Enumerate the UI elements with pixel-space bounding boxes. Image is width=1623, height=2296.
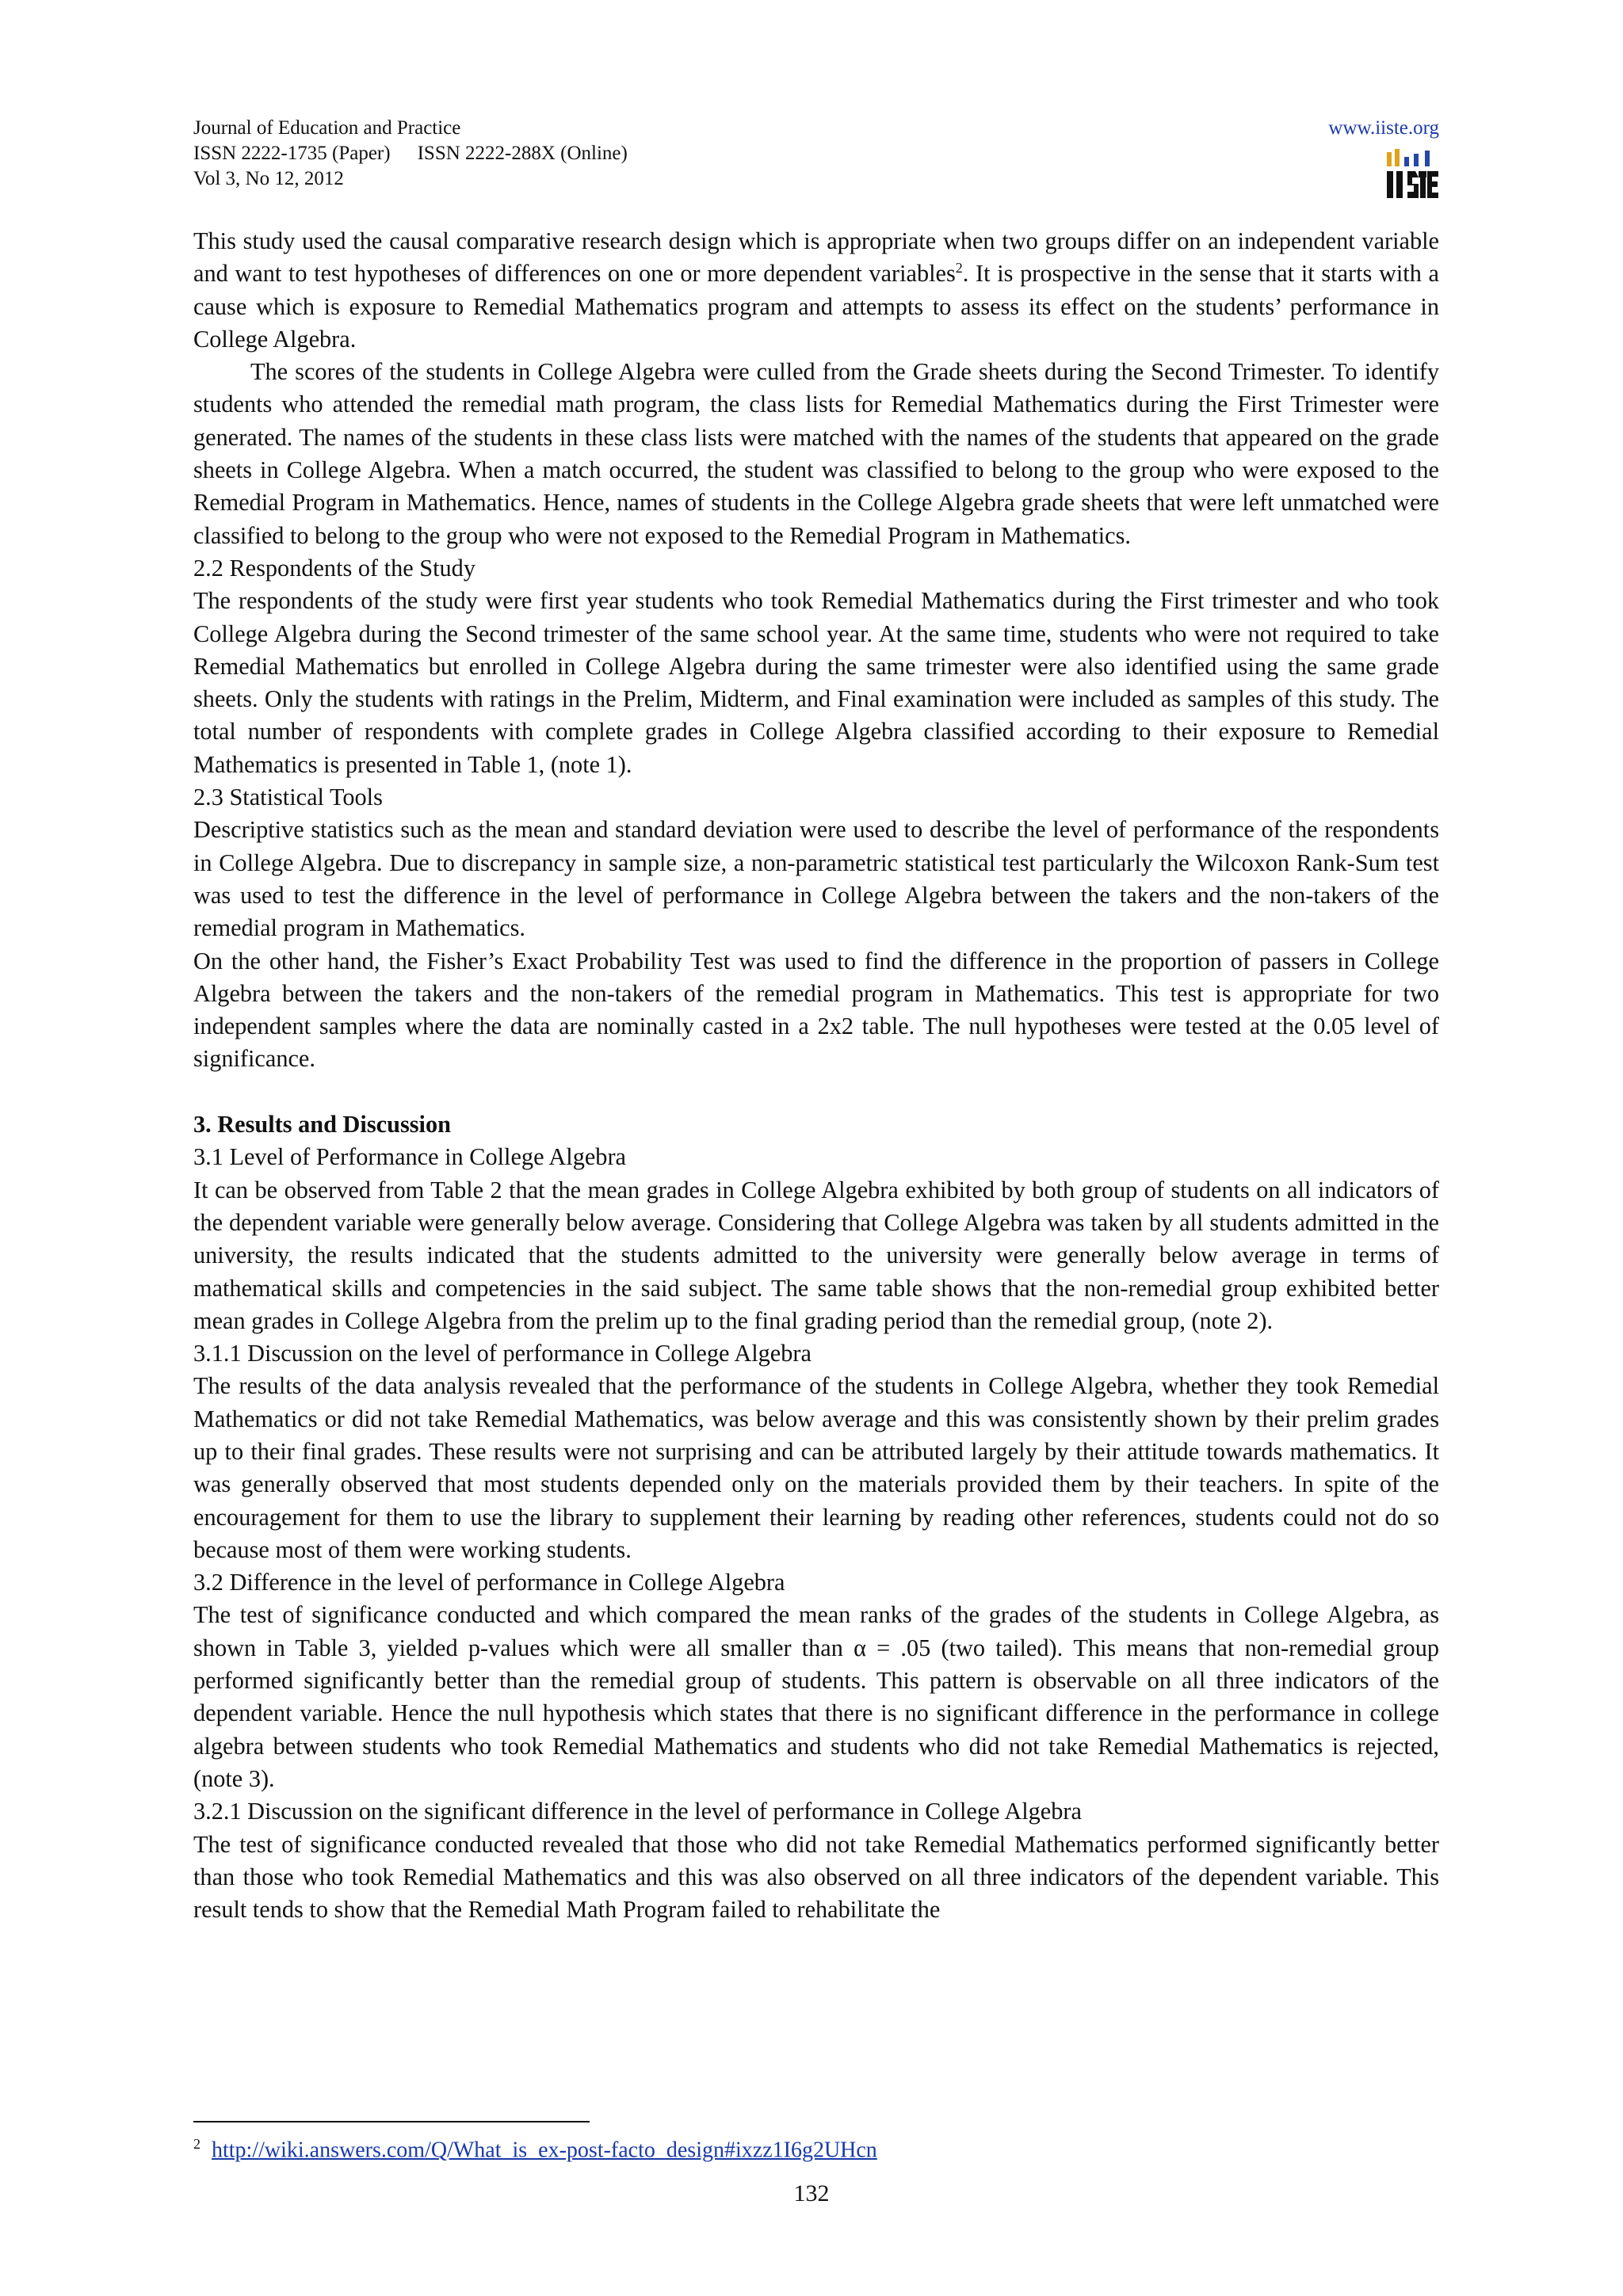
section-heading-2-2: 2.2 Respondents of the Study [193, 554, 475, 582]
footnote-ref[interactable]: 2 [955, 260, 963, 277]
section-heading-3-1: 3.1 Level of Performance in College Algebra [193, 1143, 626, 1171]
spacer [193, 1076, 1439, 1108]
website-link[interactable]: www.iiste.org [1328, 117, 1439, 139]
paragraph-fisher-test: On the other hand, the Fisher’s Exact Probability Test was used to find the difference in the proportion of passers in College Algebra between the takers and the non-takers of the remedial program in Mathematics. This test is appropriate for two independent samples where the data are nominally casted in a 2x2 table. The null hypotheses were tested at the 0.05 level of significance. [193, 947, 1439, 1073]
paragraph-discussion-level: The results of the data analysis revealed that the performance of the students in College Algebra, whether they took Remedial Mathematics or did not take Remedial Mathematics, was below average and this was consistently shown by their prelim grades up to their final grades. These results were not surprising and can be attributed largely by their attitude towards mathematics. It was generally observed that most students depended only on the materials provided them by their teachers. In spite of the encouragement for them to use the library to supplement their learning by reading other references, students could not do so because most of them were working students. [193, 1372, 1439, 1563]
issn-online: ISSN 2222-288X (Online) [417, 143, 628, 164]
volume-info: Vol 3, No 12, 2012 [193, 168, 344, 189]
header-line-1 [193, 116, 1439, 141]
paragraph-respondents: The respondents of the study were first year students who took Remedial Mathematics during the First trimester and who took College Algebra during the Second trimester of the same school year. At the same time, students who were not required to take Remedial Mathematics but enrolled in College Algebra during the same trimester were also identified using the same grade sheets. Only the students with ratings in the Prelim, Midterm, and Final examination were included as samples of this study. The total number of respondents with complete grades in College Algebra classified according to their exposure to Remedial Mathematics is presented in Table 1, (note 1). [193, 587, 1439, 778]
paragraph-research-design: This study used the causal comparative research design which is appropriate when two groups differ on an independent variable and want to test hypotheses of differences on one or more dependent variables$^2$. It is prospective in the sense that it starts with a cause which is exposure to Remedial Mathematics program and attempts to assess its effect on the students’ performance in College Algebra. [193, 227, 1439, 353]
page-header [193, 116, 1439, 192]
iiste-logo-icon [1384, 146, 1439, 201]
issn-print: ISSN 2222-1735 (Paper) [193, 143, 391, 164]
paragraph-descriptive-stats: Descriptive statistics such as the mean and standard deviation were used to describe the level of performance of the respondents in College Algebra. Due to discrepancy in sample size, a non-parametric statistical test particularly the Wilcoxon Rank-Sum test was used to test the difference in the level of performance in College Algebra between the takers and the non-takers of the remedial program in Mathematics. [193, 816, 1439, 942]
section-heading-2-3: 2.3 Statistical Tools [193, 784, 383, 811]
section-heading-3: 3. Results and Discussion [193, 1111, 451, 1138]
footnote-divider [193, 2121, 590, 2122]
footnote [193, 2130, 877, 2164]
section-heading-3-2: 3.2 Difference in the level of performance in College Algebra [193, 1569, 785, 1596]
paragraph-scores: The scores of the students in College Algebra were culled from the Grade sheets during the Second Trimester. To identify students who attended the remedial math program, the class lists for Remedial Mathematics during the First Trimester were generated. The names of the students in these class lists were matched with the names of the students that appeared on the grade sheets in College Algebra. When a match occurred, the student was classified to belong to the group who were exposed to the Remedial Program in Mathematics. Hence, names of students in the College Algebra grade sheets that were left unmatched were classified to belong to the group who were not exposed to the Remedial Program in Mathematics. [193, 358, 1439, 549]
footnote-number: 2 [193, 2136, 200, 2152]
footnote-link[interactable]: http://wiki.answers.com/Q/What_is_ex-post-facto_design#ixzz1I6g2UHcn [212, 2138, 877, 2163]
section-heading-3-1-1: 3.1.1 Discussion on the level of performance in College Algebra [193, 1340, 812, 1367]
header-line-2 [193, 141, 1439, 166]
paragraph-level-performance: It can be observed from Table 2 that the mean grades in College Algebra exhibited by both group of students on all indicators of the dependent variable were generally below average. Considering that College Algebra was taken by all students admitted in the university, the results indicated that the students admitted to the university were generally below average in terms of mathematical skills and competencies in the said subject. The same table shows that the non-remedial group exhibited better mean grades in College Algebra from the prelim up to the final grading period than the remedial group, (note 2). [193, 1176, 1439, 1334]
journal-name: Journal of Education and Practice [193, 117, 461, 139]
header-line-3 [193, 166, 1439, 192]
paragraph-discussion-difference: The test of significance conducted revealed that those who did not take Remedial Mathematics performed significantly better than those who took Remedial Mathematics and this was also observed on all three indicators of the dependent variable. This result tends to show that the Remedial Math Program failed to rehabilitate the [193, 1830, 1439, 1924]
paragraph-difference: The test of significance conducted and which compared the mean ranks of the grades of the students in College Algebra, as shown in Table 3, yielded p-values which were all smaller than α = .05 (two tailed). This means that non-remedial group performed significantly better than the remedial group of students. This pattern is observable on all three indicators of the dependent variable. Hence the null hypothesis which states that there is no significant difference in the performance in college algebra between students who took Remedial Mathematics and students who did not take Remedial Mathematics is rejected, (note 3). [193, 1601, 1439, 1792]
section-heading-3-2-1: 3.2.1 Discussion on the significant difference in the level of performance in College Algebra [193, 1798, 1082, 1825]
page-number: 132 [793, 2180, 830, 2206]
article-body [193, 225, 1439, 1926]
